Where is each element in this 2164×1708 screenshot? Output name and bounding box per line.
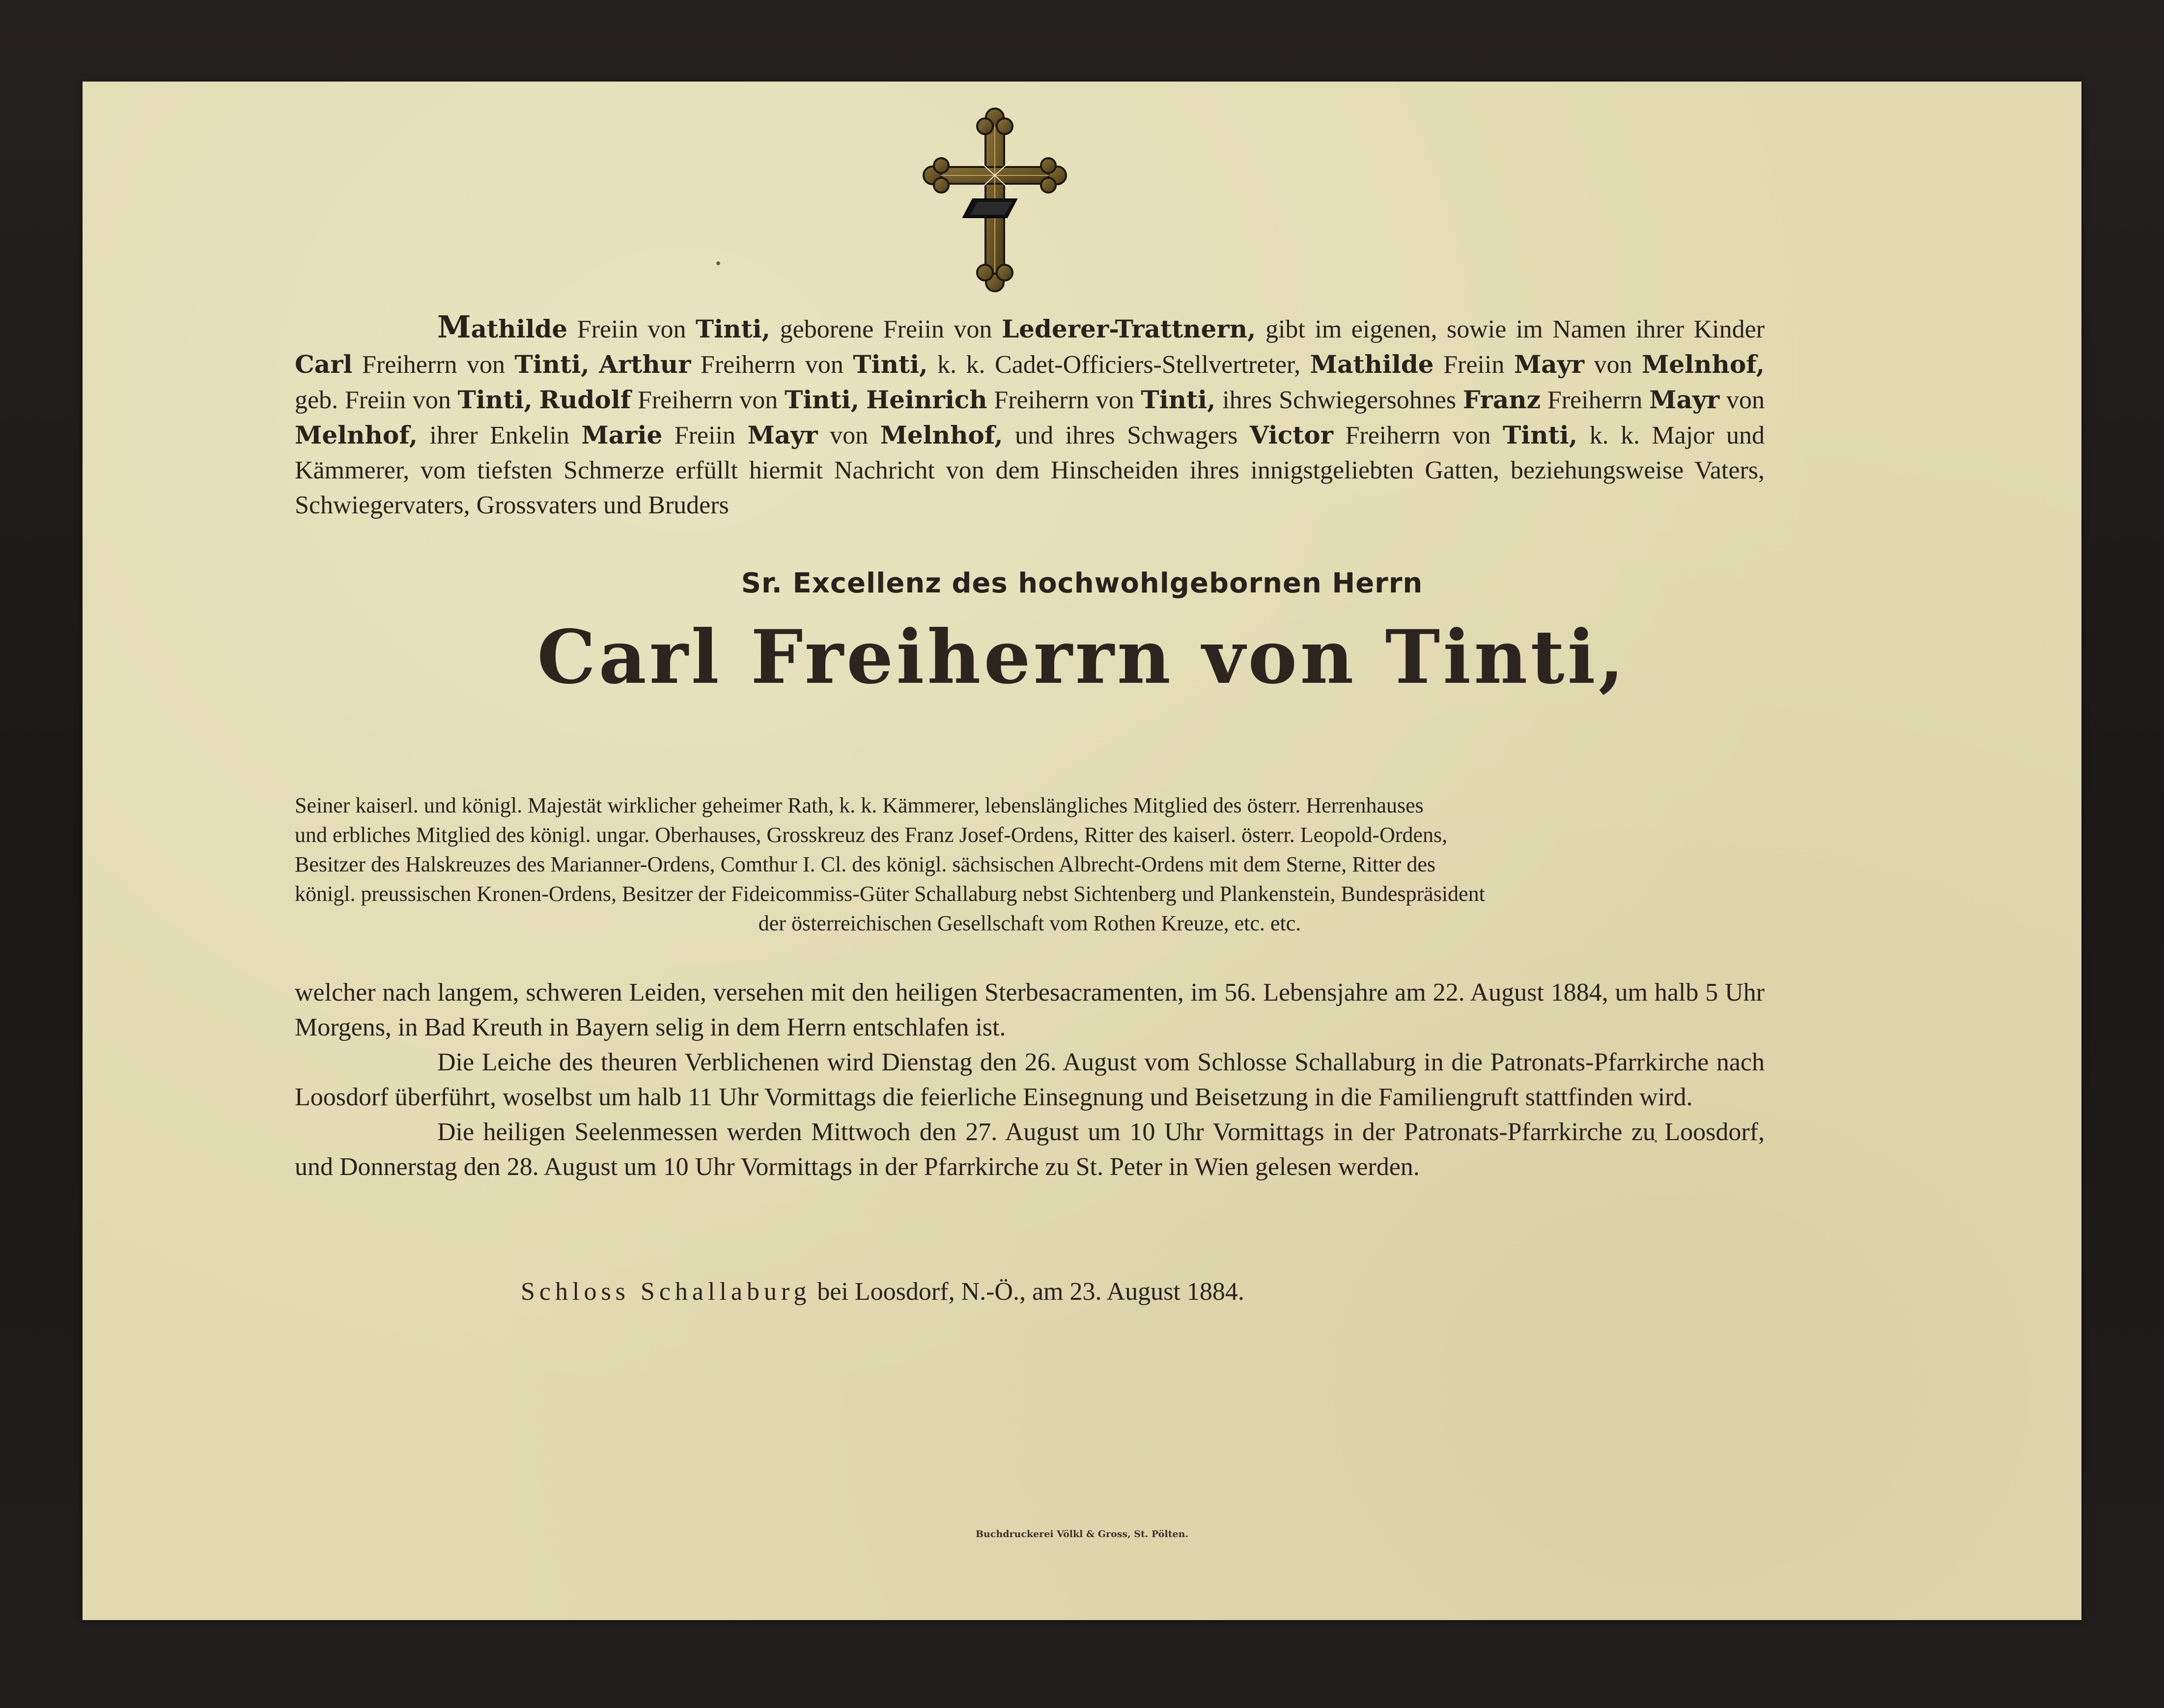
titles-block bbox=[295, 791, 1765, 938]
trefoil-cross-icon bbox=[919, 101, 1071, 297]
place-date-rest: bei Loosdorf, N.-Ö., am 23. August 1884. bbox=[811, 1278, 1244, 1306]
name-mayr: Mayr bbox=[1514, 350, 1584, 379]
text-run: Freiherrn von bbox=[631, 386, 785, 414]
name-marie: Marie bbox=[581, 420, 663, 449]
text-run: ihrer Enkelin bbox=[418, 421, 582, 449]
name-tinti: Tinti, bbox=[853, 350, 928, 379]
salutation-heading: Sr. Excellenz des hochwohlgebornen Herrn bbox=[741, 567, 1423, 599]
titles-line: und erbliches Mitglied des königl. ungar. Oberhauses, Grosskreuz des Franz Josef-Ordens, Ritter des kaiserl. österr. Leopold-Ordens, bbox=[295, 823, 1448, 847]
titles-line: königl. preussischen Kronen-Ordens, Besitzer der Fideicommiss-Güter Schallaburg nebst Sichtenberg und Plankenstein, Bundespräsident bbox=[295, 882, 1485, 906]
name-mayr: Mayr bbox=[747, 420, 818, 449]
text-run: Freiin bbox=[1433, 351, 1514, 379]
name-melnhof: Melnhof, bbox=[880, 420, 1003, 449]
text-run: Freiherrn von bbox=[1333, 421, 1503, 449]
text-run bbox=[533, 386, 539, 414]
printer-imprint: Buchdruckerei Völkl & Gross, St. Pölten. bbox=[976, 1529, 1188, 1540]
titles-line: Seiner kaiserl. und königl. Majestät wirklicher geheimer Rath, k. k. Kämmerer, lebenslängliches Mitglied des österr. Herrenhauses bbox=[295, 793, 1424, 817]
intro-paragraph bbox=[295, 309, 1765, 523]
text-run: Freiherrn bbox=[1541, 386, 1650, 414]
text-run: von bbox=[817, 421, 880, 449]
name-tinti: Tinti, bbox=[696, 314, 771, 343]
name-carl: Carl bbox=[295, 350, 353, 379]
name-mathilde: Mathilde bbox=[1310, 350, 1434, 379]
text-run: Freiin bbox=[662, 421, 748, 449]
text-run: Freiin von bbox=[567, 315, 696, 343]
place-date-line bbox=[521, 1277, 1244, 1306]
paper-speck bbox=[716, 261, 720, 265]
text-run: Freiherrn von bbox=[987, 386, 1141, 414]
requiem-paragraph: Die heiligen Seelenmessen werden Mittwoch den 27. August um 10 Uhr Vormittags in der Patronats-Pfarrkirche zu Loosdorf, und Donnerstag den 28. August um 10 Uhr Vormittags in der Pfarrkirche zu St. Peter in Wien gelesen werden. bbox=[295, 1118, 1765, 1181]
name-rudolf: Rudolf bbox=[539, 385, 631, 414]
text-run: Freiherrn von bbox=[691, 351, 853, 379]
funeral-paragraph: Die Leiche des theuren Verblichenen wird Dienstag den 26. August vom Schlosse Schallaburg in die Patronats-Pfarrkirche nach Loosdorf überführt, woselbst um halb 11 Uhr Vormittags die feierliche Einsegnung und Beisetzung in die Familiengruft stattfinden wird. bbox=[295, 1048, 1765, 1111]
deceased-name: Carl Freiherrn von Tinti, bbox=[537, 614, 1627, 700]
intro-text bbox=[295, 309, 1765, 523]
name-lederer-trattnern: Lederer-Trattnern, bbox=[1001, 314, 1256, 343]
name-tinti: Tinti, bbox=[457, 385, 533, 414]
name-mathilde: athilde bbox=[471, 314, 568, 343]
body-block bbox=[295, 975, 1765, 1184]
text-run: Freiherrn von bbox=[352, 351, 515, 379]
text-run: k. k. Major und Kämmerer, vom tiefsten Schmerze erfüllt hiermit Nachricht von dem Hinscheiden ihres innigstgeliebten Gatten, beziehungsweise Vaters, Schwiegervaters, Grossvaters und Bruders bbox=[295, 421, 1765, 519]
name-tinti: Tinti, bbox=[1141, 385, 1216, 414]
name-tinti: Tinti, bbox=[785, 385, 860, 414]
name-melnhof: Melnhof, bbox=[295, 420, 418, 449]
drop-initial: M bbox=[437, 309, 471, 345]
name-arthur: Arthur bbox=[599, 350, 691, 379]
text-run: von bbox=[1719, 386, 1765, 414]
text-run: und ihres Schwagers bbox=[1003, 421, 1250, 449]
titles-line: der österreichischen Gesellschaft vom Rothen Kreuze, etc. etc. bbox=[758, 911, 1301, 935]
place-name: Schloss Schallaburg bbox=[521, 1278, 811, 1306]
text-run: gibt im eigenen, sowie im Namen ihrer Kinder bbox=[1256, 315, 1765, 343]
text-run: ihres Schwiegersohnes bbox=[1215, 386, 1463, 414]
text-run: geb. Freiin von bbox=[295, 386, 458, 414]
name-tinti: Tinti, bbox=[1502, 420, 1577, 449]
name-victor: Victor bbox=[1249, 420, 1334, 449]
text-run bbox=[590, 351, 599, 379]
death-paragraph: welcher nach langem, schweren Leiden, versehen mit den heiligen Sterbesacramenten, im 56. Lebensjahre am 22. August 1884, um halb 5 Uhr Morgens, in Bad Kreuth in Bayern selig in dem Herrn entschlafen ist. bbox=[295, 979, 1765, 1041]
text-run: geborene Freiin von bbox=[770, 315, 1002, 343]
name-tinti: Tinti, bbox=[514, 350, 590, 379]
name-franz: Franz bbox=[1462, 385, 1541, 414]
name-heinrich: Heinrich bbox=[866, 385, 987, 414]
text-run bbox=[859, 386, 866, 414]
name-mayr: Mayr bbox=[1649, 385, 1720, 414]
text-run: von bbox=[1584, 351, 1642, 379]
titles-line: Besitzer des Halskreuzes des Marianner-Ordens, Comthur I. Cl. des königl. sächsischen Albrecht-Ordens mit dem Sterne, Ritter des bbox=[295, 852, 1435, 876]
name-melnhof: Melnhof, bbox=[1642, 350, 1765, 379]
text-run: k. k. Cadet-Officiers-Stellvertreter, bbox=[927, 351, 1310, 379]
